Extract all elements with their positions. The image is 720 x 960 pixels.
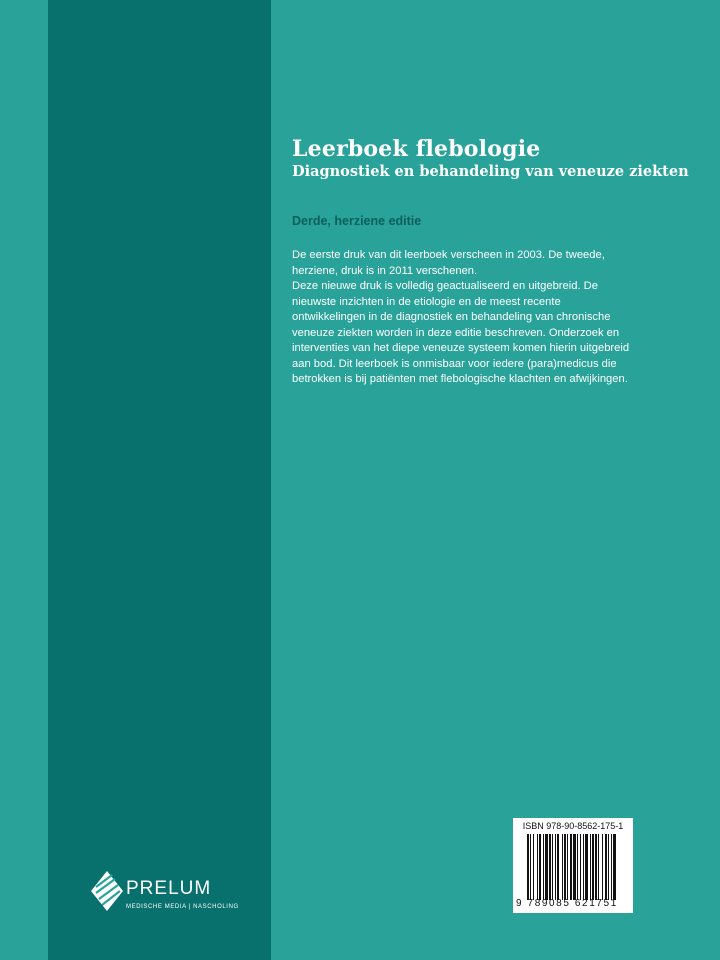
cover-spine-band [48,0,271,960]
isbn-barcode [513,818,633,913]
publisher-name: PRELUM [126,878,212,899]
publisher-logo [90,870,270,916]
edition-label: Derde, herziene editie [292,214,422,228]
barcode-bars [527,834,623,900]
cover-left-band [0,0,48,960]
book-subtitle: Diagnostiek en behandeling van veneuze ziekten [292,163,689,180]
book-blurb [292,248,632,388]
isbn-label: ISBN 978-90-8562-175-1 [522,821,624,831]
publisher-tagline: MEDISCHE MEDIA | NASCHOLING [126,904,239,910]
barcode-digits: 9 789085 621751 [516,898,618,909]
prelum-diamond-icon [90,870,124,912]
book-title: Leerboek flebologie [292,136,541,162]
blurb-paragraph: De eerste druk van dit leerboek verscheen in 2003. De tweede, herziene, druk is in 2011 verschenen. [292,249,605,277]
blurb-paragraph: Deze nieuwe druk is volledig geactualiseerd en uitgebreid. De nieuwste inzichten in de etiologie en de meest recente ontwikkelingen in de diagnostiek en behandeling van chronische veneuze ziekten worden in deze editie beschreven. Onderzoek en interventies van het diepe veneuze systeem komen hierin uitgebreid aan bod. Dit leerboek is onmisbaar voor iedere (para)medicus die betrokken is bij patiënten met flebologische klachten en afwijkingen. [292,280,630,385]
